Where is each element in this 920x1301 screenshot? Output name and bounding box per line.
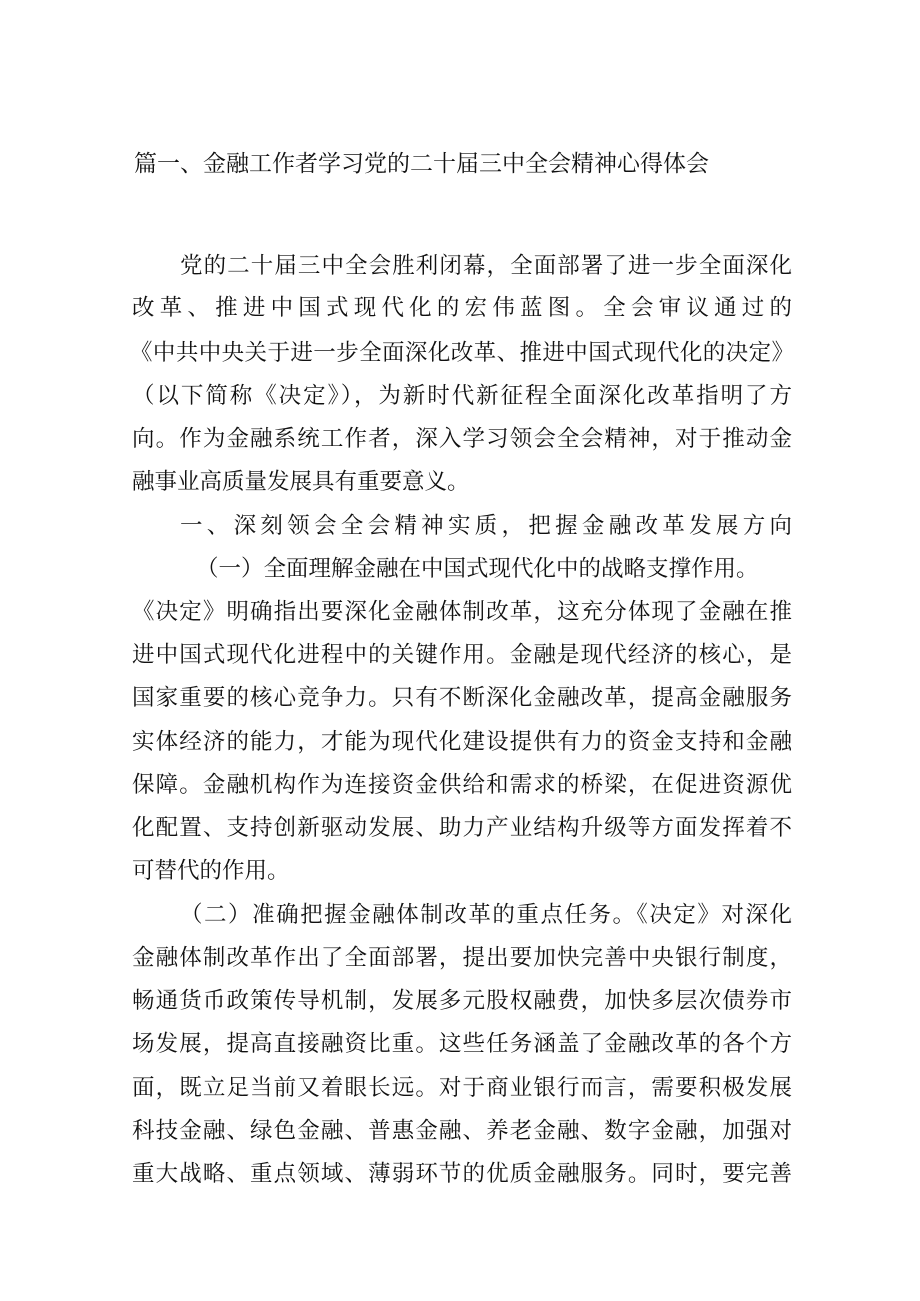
- para1-line-8: 可替代的作用。: [132, 858, 290, 884]
- intro-line-6: 融事业高质量发展具有重要意义。: [132, 469, 470, 495]
- document-title: 篇一、金融工作者学习党的二十届三中全会精神心得体会: [134, 151, 709, 177]
- intro-line-4: （以下简称《决定》），为新时代新征程全面深化改革指明了方: [132, 383, 792, 409]
- para1-line-3: 进中国式现代化进程中的关键作用。金融是现代经济的核心，是: [132, 642, 792, 668]
- para2-line-6: 科技金融、绿色金融、普惠金融、养老金融、数字金融，加强对: [132, 1118, 792, 1144]
- para1-line-6: 保障。金融机构作为连接资金供给和需求的桥梁，在促进资源优: [132, 772, 792, 798]
- intro-line-2: 改革、推进中国式现代化的宏伟蓝图。全会审议通过的: [132, 295, 792, 321]
- para1-line-2: 《决定》明确指出要深化金融体制改革，这充分体现了金融在推: [132, 599, 792, 625]
- intro-line-3: 《中共中央关于进一步全面深化改革、推进中国式现代化的决定》: [130, 340, 794, 366]
- para1-line-5: 实体经济的能力，才能为现代化建设提供有力的资金支持和金融: [132, 729, 792, 755]
- para2-line-4: 场发展，提高直接融资比重。这些任务涵盖了金融改革的各个方: [132, 1031, 792, 1057]
- para2-line-7: 重大战略、重点领域、薄弱环节的优质金融服务。同时，要完善: [132, 1161, 792, 1187]
- para2-line-1: （二）准确把握金融体制改革的重点任务。《决定》对深化: [180, 902, 792, 928]
- para1-line-1: （一）全面理解金融在中国式现代化中的战略支撑作用。: [196, 556, 759, 582]
- intro-line-1: 党的二十届三中全会胜利闭幕，全面部署了进一步全面深化: [180, 253, 792, 279]
- para1-line-4: 国家重要的核心竞争力。只有不断深化金融改革，提高金融服务: [132, 685, 792, 711]
- para2-line-3: 畅通货币政策传导机制，发展多元股权融费，加快多层次债券市: [132, 988, 792, 1014]
- para1-line-7: 化配置、支持创新驱动发展、助力产业结构升级等方面发挥着不: [132, 815, 792, 841]
- section-heading: 一、深刻领会全会精神实质，把握金融改革发展方向: [180, 513, 792, 539]
- para2-line-5: 面，既立足当前又着眼长远。对于商业银行而言，需要积极发展: [132, 1075, 792, 1101]
- intro-line-5: 向。作为金融系统工作者，深入学习领会全会精神，对于推动金: [132, 426, 792, 452]
- para2-line-2: 金融体制改革作出了全面部署，提出要加快完善中央银行制度，: [132, 945, 792, 971]
